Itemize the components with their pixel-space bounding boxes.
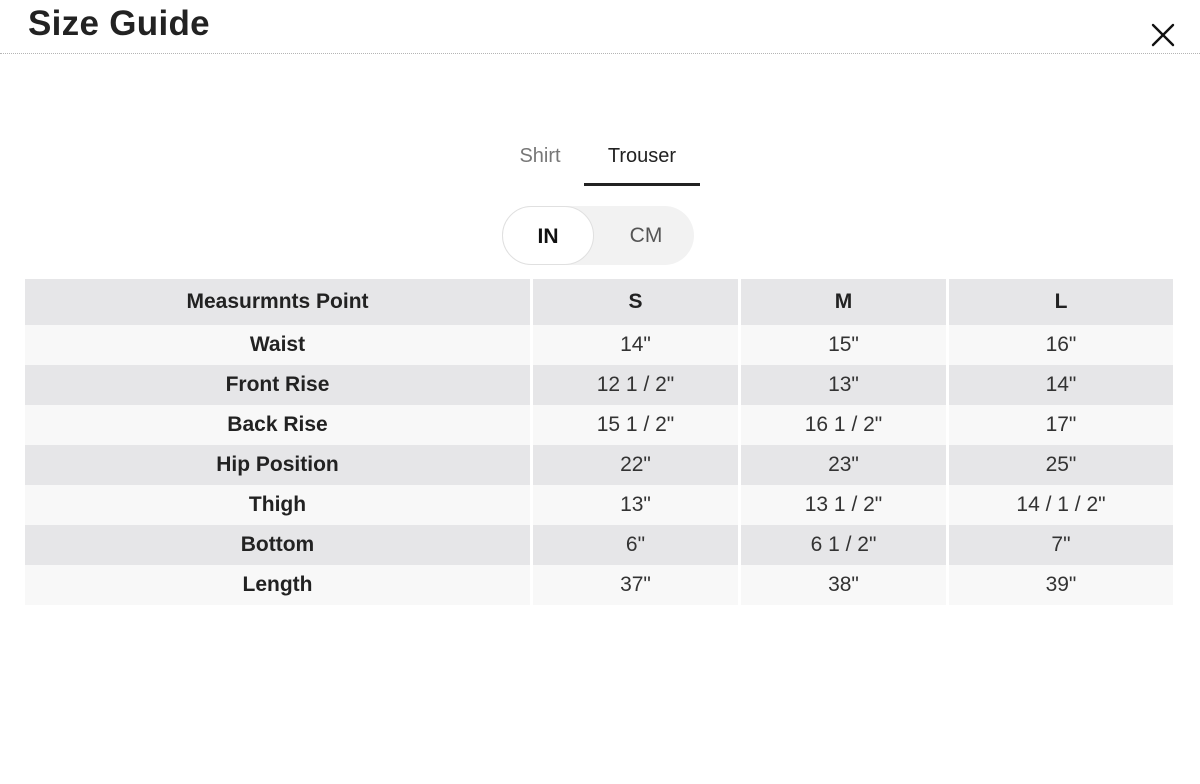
unit-toggle xyxy=(502,206,694,265)
table-cell: 17" xyxy=(949,405,1173,445)
column-header: L xyxy=(949,279,1173,325)
table-cell: 13" xyxy=(741,365,946,405)
table-cell: 13" xyxy=(533,485,738,525)
table-row xyxy=(25,485,1173,525)
unit-cm-button[interactable]: CM xyxy=(629,224,663,247)
tab-shirt[interactable]: Shirt xyxy=(519,145,561,167)
table-cell: 16 1 / 2" xyxy=(741,405,946,445)
table-row xyxy=(25,445,1173,485)
measurement-point: Length xyxy=(25,565,530,605)
size-table xyxy=(22,279,1176,605)
close-button[interactable] xyxy=(1146,18,1180,52)
column-header: Measurmnts Point xyxy=(25,279,530,325)
table-row xyxy=(25,525,1173,565)
table-cell: 15 1 / 2" xyxy=(533,405,738,445)
modal-header xyxy=(0,0,1200,54)
column-header: S xyxy=(533,279,738,325)
measurement-point: Front Rise xyxy=(25,365,530,405)
table-cell: 38" xyxy=(741,565,946,605)
table-row xyxy=(25,565,1173,605)
table-row xyxy=(25,325,1173,365)
measurement-point: Bottom xyxy=(25,525,530,565)
close-icon xyxy=(1146,18,1180,52)
measurement-point: Hip Position xyxy=(25,445,530,485)
table-cell: 14" xyxy=(533,325,738,365)
unit-in-button[interactable]: IN xyxy=(502,206,594,265)
table-cell: 22" xyxy=(533,445,738,485)
table-header-row xyxy=(25,279,1173,325)
garment-tabs xyxy=(0,138,1200,188)
table-cell: 23" xyxy=(741,445,946,485)
measurement-point: Waist xyxy=(25,325,530,365)
modal-title: Size Guide xyxy=(28,4,210,43)
measurement-point: Thigh xyxy=(25,485,530,525)
table-cell: 14" xyxy=(949,365,1173,405)
table-cell: 39" xyxy=(949,565,1173,605)
table-cell: 12 1 / 2" xyxy=(533,365,738,405)
table-cell: 15" xyxy=(741,325,946,365)
measurement-point: Back Rise xyxy=(25,405,530,445)
table-row xyxy=(25,405,1173,445)
table-cell: 13 1 / 2" xyxy=(741,485,946,525)
table-cell: 37" xyxy=(533,565,738,605)
table-cell: 6" xyxy=(533,525,738,565)
table-cell: 6 1 / 2" xyxy=(741,525,946,565)
column-header: M xyxy=(741,279,946,325)
table-row xyxy=(25,365,1173,405)
table-cell: 14 / 1 / 2" xyxy=(949,485,1173,525)
tab-trouser[interactable]: Trouser xyxy=(584,138,700,186)
table-cell: 25" xyxy=(949,445,1173,485)
table-cell: 16" xyxy=(949,325,1173,365)
table-cell: 7" xyxy=(949,525,1173,565)
